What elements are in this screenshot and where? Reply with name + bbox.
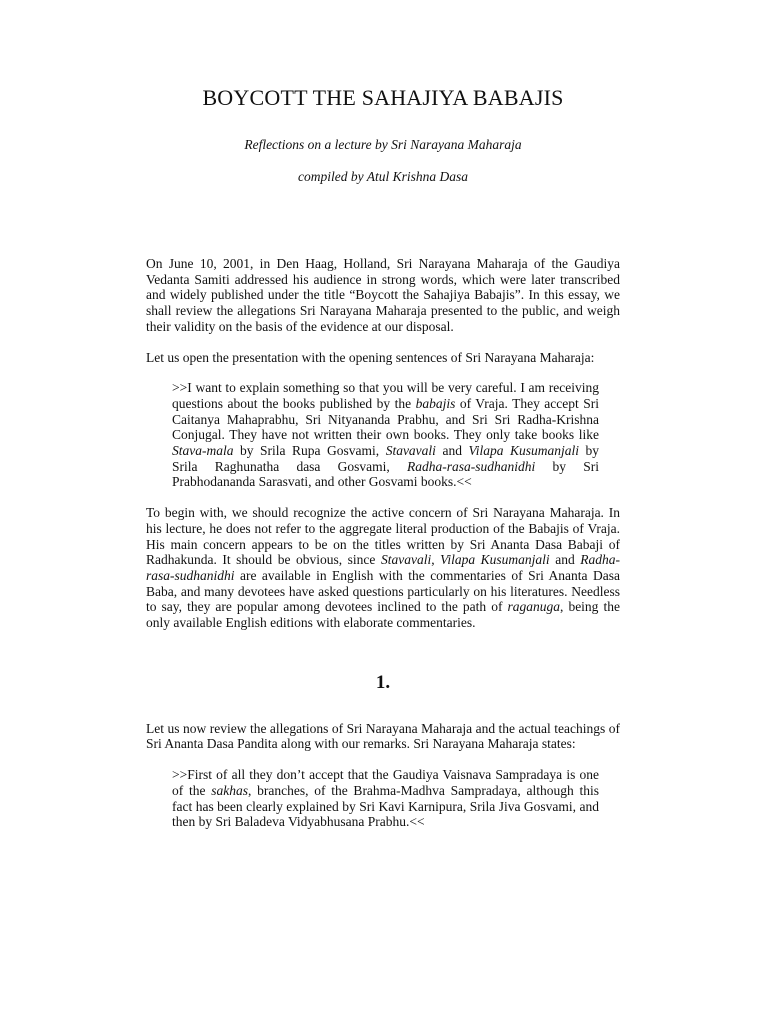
lecture-quote-1 [172,380,599,490]
document-compiler: compiled by Atul Krishna Dasa [298,169,468,184]
section-number: 1. [375,671,391,693]
italic-term: Radha-rasa-sudhanidhi [146,552,620,583]
quote-text: by Srila Rupa Gosvami, [233,443,386,459]
paragraph-text: To begin with, we should recognize the active concern of Sri Narayana Maharaja. In his lecture, he does not refer to the aggregate literal production of the Babajis of Vraja. His main concern appears to be on the titles written by Sri Ananta Dasa Babaji of Radhakunda. It should be obvious, since [146,505,620,568]
document-page [146,84,620,845]
quote-italic-term: Stavavali [385,443,436,459]
italic-term: Vilapa Kusumanjali [440,552,550,568]
paragraph-text: , [431,552,441,568]
quote-text: and [435,443,469,459]
paragraph-text: are available in English with the commentaries of Sri Ananta Dasa Baba, and many devotees have asked questions particularly on his literatures. Needless to say, they are popular among devotees inclined to the path of [146,567,620,615]
quote-italic-term: Vilapa Kusumanjali [468,443,579,459]
quote-text: , branches, of the Brahma-Madhva Sampradaya, although this fact has been clearly explained by Sri Kavi Karnipura, Srila Jiva Gosvami, and then by Sri Baladeva Vidyabhusana Prabhu.<< [172,782,599,830]
opening-paragraph: Let us open the presentation with the opening sentences of Sri Narayana Maharaja: [146,349,595,365]
quote-text: >>I want to explain something so that you will be very careful. I am receiving questions about the books published by the [172,380,599,411]
quote-text: of Vraja. They accept Sri Caitanya Mahaprabhu, Sri Nityananda Prabhu, and Sri Sri Radha-Krishna Conjugal. They have not written their own books. They only take books like [172,395,599,443]
document-subtitle: Reflections on a lecture by Sri Narayana Maharaja [244,137,522,152]
quote-italic-term: babajis [415,395,456,411]
italic-term: Stavavali [380,552,432,568]
paragraph-text: , being the only available English editions with elaborate commentaries. [146,599,620,631]
document-title: BOYCOTT THE SAHAJIYA BABAJIS [202,85,564,110]
review-paragraph: Let us now review the allegations of Sri Narayana Maharaja and the actual teachings of Sri Ananta Dasa Pandita along with our remarks. Sri Narayana Maharaja states: [146,720,620,752]
intro-paragraph: On June 10, 2001, in Den Haag, Holland, Sri Narayana Maharaja of the Gaudiya Vedanta Samiti addressed his audience in strong words, which were later transcribed and widely published under the title “Boycott the Sahajiya Babajis”. In this essay, we shall review the allegations Sri Narayana Maharaja presented to the public, and weigh their validity on the basis of the evidence at our disposal. [146,256,620,334]
paragraph-text: and [549,552,581,568]
quote-italic-term: sakhas [211,782,248,798]
italic-term: raganuga [507,599,561,615]
lecture-quote-2 [172,767,599,830]
quote-italic-term: Radha-rasa-sudhanidhi [407,458,536,474]
quote-text: by Srila Raghunatha dasa Gosvami, [172,443,600,474]
quote-italic-term: Stava-mala [172,443,234,459]
concern-paragraph [146,505,620,631]
quote-text: by Sri Prabhodananda Sarasvati, and other Gosvami books.<< [172,458,599,490]
quote-text: >>First of all they don’t accept that the Gaudiya Vaisnava Sampradaya is one of the [172,767,599,798]
